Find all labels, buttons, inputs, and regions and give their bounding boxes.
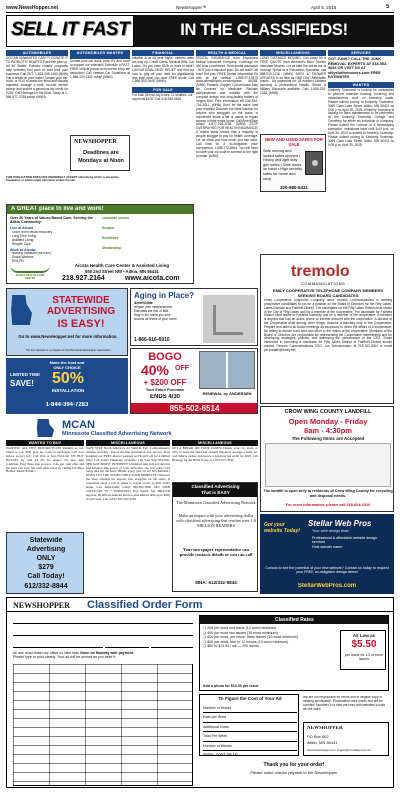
bogo-plus: + $200 OFF: [143, 378, 187, 387]
bogo-ends: ENDS 4/30: [149, 394, 180, 400]
masthead-page: 5: [386, 4, 390, 10]
rate-option[interactable]: ❑ 20¢ per word one issue (10 word minimum): [203, 626, 277, 630]
statewide2-ad: [6, 532, 84, 594]
aicota-values: [102, 217, 192, 251]
stellar-item: Host domain name: [312, 544, 343, 549]
deadlines-brand: NEWSHOPPER: [74, 139, 117, 145]
order-form-header: [7, 598, 394, 612]
aicota-work-list: [12, 252, 92, 264]
aicota-work-item: Social Workers: [12, 254, 34, 259]
order-note-bold: Noon on Monday with payment: [80, 651, 134, 655]
mcan-col-wanted: [6, 440, 84, 530]
cost-line-label: Number of Weeks: [203, 743, 232, 748]
mcan-advertise-body3: Your newspaper representative can provide contacts details or you can call: [179, 547, 253, 558]
aicota-value: Customer Service: [102, 217, 130, 220]
services-body: GOT JUNK? CALL THE JUNK REMOVAL EXPERTS AT 218-553-9654 OR VISIT US AT sillystuffremovers.com FREE ESTIMATES: [328, 57, 388, 80]
bogo-line1: BOGO: [148, 351, 182, 363]
aicota-list-item: Respite Care: [12, 241, 31, 246]
misc-header: MISCELLANEOUS: [260, 50, 326, 56]
tremolo-logo: tremolo: [291, 263, 350, 280]
aicota-logo: [10, 265, 50, 281]
tremolo-notice2: SEEKING BOARD CANDIDATES: [297, 293, 359, 298]
aging-title: Aging in Place?: [134, 291, 195, 300]
statewide-line2: ADVERTISING: [46, 306, 116, 317]
rate-option[interactable]: ❑ 60¢ per word, per issue, three issues (10 word minimum): [203, 635, 298, 640]
statewide2-phone[interactable]: 612/332-8844: [24, 583, 68, 590]
mcan-wanted-body: WANTED: ALL FIVE MOTORCYCLES Running or not. Titled or not. Will pick up. Cash in exchange. Call now before project fall. Call Dan at 612-720-2142 WE BUY HOUSES for cash AS IS! No repairs. No fuss. Any condition. Easy three step process: Call, get cash offer and get paid. Get your fair cash offer today by calling Liz Buys Homes: 844-978-0461: [6, 446, 84, 474]
stellar-item: Professional & affordable website design services: [312, 536, 377, 545]
for-sale-body: For Sale 36 inch log hours, 12 shuttles, cut rag items $100. Call 218-546-6516.: [132, 93, 193, 102]
order-please-mail: Please make checks payable to the NewsHopper: [250, 770, 338, 775]
aging-ad: [130, 288, 258, 346]
low-title: As Low as: [352, 633, 376, 638]
mcan-header: [6, 418, 258, 438]
aicota-list-item: Short Term Rehab/Recovery: [12, 231, 53, 234]
bogo-plus2: Your Entire Purchase: [145, 388, 185, 392]
bogo-ad: [130, 348, 258, 414]
minnesota-icon: [10, 295, 32, 325]
aicota-value: Stewardship: [102, 245, 121, 250]
crow-wing-subtitle: Open Monday - Friday: [288, 417, 368, 426]
mail-addr1: PO Box 602: [307, 734, 329, 739]
publication-notice: THIS PUBLICATION DOES NOT KNOWINGLY ACCEPT advertising which is deceptive, fraudulent, or which might otherwise violate the law.: [6, 176, 120, 183]
order-word-grid[interactable]: [13, 664, 193, 786]
mail-web[interactable]: www.NewsHopper.net • hopper@mnvallaynews.net: [307, 748, 371, 752]
aicota-logo-text: AICOTA HEALTH CARE CENTER: [15, 274, 45, 280]
cost-line-label: Rate per Word: [203, 715, 227, 720]
mcan-advertise-phone[interactable]: MNA: 612/332-8844: [195, 580, 237, 585]
order-field-city[interactable]: [13, 640, 103, 648]
mcan-logo: MCAN: [62, 419, 95, 431]
heat-line3: LIMITED TIME: [10, 372, 40, 377]
order-thanks: Thank you for your order!: [263, 762, 325, 768]
automobiles-header: AUTOMOBILES: [6, 50, 68, 56]
aicota-value: Excellence: [102, 235, 119, 240]
statewide-line3: IS EASY!: [57, 318, 105, 330]
masthead: [6, 4, 394, 13]
heat-line2: ONLY CHOICE: [53, 365, 81, 370]
aging-item: Regain your independence: [134, 306, 173, 309]
stairlift-icon: [203, 295, 255, 343]
aicota-headline: A GREAT place to live and work!: [11, 206, 104, 212]
for-sale-header: FOR SALE: [132, 87, 194, 93]
mcan-misc2-body: GET A BREAK ON YOUR TAXES! Donate your car, truck, or SUV to assist the blind and visually impaired. Arrange a swift, no-cost vehicle pickup and secure a generous tax credit for 2025. Call Heritage for the Blind Today at 1-855-977-7030: [172, 446, 258, 462]
mcan-advertise-body: The Minnesota Classified Advertising Network: [176, 500, 256, 505]
rate-option[interactable]: ❑ 80¢ per word, four to 12 issues (10 word minimum): [203, 639, 289, 644]
mcan-misc1-body: SAFE STEP North America's #1 Walk-In Tub. Comprehensive lifetime warranty. Top-of-the-line installation and service. Now featuring our FREE shower package and $1,600 off for a limited time! Call today! Financing available. Call Safe Step 833-966-3882 GOT BOOST INTERNET! Unlimited talk, text and data for just $25/mo! The power of 3 5G networks, one low price! Call today and get the latest iPhone every year on us! 855-849-6621 DON'T LET THE STAIRS LIMIT YOUR MOBILITY! Discover the ideal solution for anyone who struggles on the stairs, is concerned about a fall or wants to regain access to their entire home. Call AmeriGlide today! 866-852-5906 GET DISH SATELLITE TV + INTERNET! Free install, free HD-DVR upgrade, 80,000 on-demand movies, plus limited time up to $600 in gift cards. Call today! 855-562-4309: [86, 446, 170, 501]
heat-line1: Make the heat and: [49, 360, 85, 365]
aicota-name: Aicota Health Care Center & Assisted Living: [74, 263, 170, 268]
mcan-advertise-box: [172, 482, 258, 592]
safes-phone[interactable]: 320-980-5431: [279, 185, 309, 190]
mcan-advertise-title2: That is EASY: [201, 490, 230, 495]
crow-wing-footer: The landfill is open only to residents of Crow Wing County for recycling and disposal needs.: [263, 489, 393, 498]
tremolo-sub: COMMUNICATIONS: [301, 281, 346, 286]
autos-wanted-body: Donate your car, truck, boat, RV and more to support our veterans! Schedule a FAST, FREE vehicle pickup and receive a top tax deduction! Call Veteran Car Donations at 1-888-429-2331 today! (MNN): [70, 59, 130, 79]
deadlines-line1: Deadlines are: [83, 150, 119, 156]
col-health: [196, 50, 258, 300]
order-field-zip[interactable]: [151, 640, 193, 648]
photo-label: Add a photo for $13.00 per issue: [203, 684, 259, 688]
aging-brand: AmeriGlide: [134, 301, 153, 305]
order-form: [6, 597, 394, 788]
crow-wing-items-title: The Following Items are Accepted: [291, 436, 365, 441]
rates-title: Classified Rates: [275, 617, 314, 623]
rate-option[interactable]: ❑ $50 to $74.99 / wk — 200 words: [203, 644, 259, 649]
mcan-advertise-header: [173, 483, 258, 497]
safes-ad: [260, 134, 326, 192]
tremolo-body: Emily Cooperative Telephone Company d/b/a Tremolo Communications is seeking prospective candidates to run for a position on the Board of Directors for the Fifty Lakes, Lakes Districts and Fairfield District. The candidates for the Fifty Lakes District must reside in the City of Fifty Lakes and be a member of the cooperative. The candidate for Fairfield District must reside in Fairfield Township and be a member of the cooperative. A member is anyone that has an active phone or internet account with the cooperative. A director of the Cooperative shall among other things: Assume a fiduciary duty to the Cooperative; Prepare and attend all Board meetings as necessary to direct the affairs of a cooperative; Be willing to devote such time and effort to the duties of the cooperative. Members of the Board of Directors are responsible for representing the Cooperative membership and for developing strategies, policies, and assessing the performance of the CEO. Those interested in becoming a candidate for Fifty Lakes District or Fairfield District should contact Tremolo Communications CEO, Jon Schoonmaker, at 218-763-3000 or email jon.pretafin@emily.net: [264, 299, 392, 352]
tremolo-ad: [260, 254, 394, 404]
stellar-brand: Stellar Web Pros: [308, 519, 372, 528]
order-note-text: All ads must reach our office no later than: [13, 651, 80, 655]
aicota-list: [12, 231, 92, 247]
aging-item: Access all levels of your home: [134, 316, 177, 321]
rates-title-bar: [200, 616, 389, 624]
banner-left: [6, 15, 134, 47]
services-header: SERVICES: [328, 50, 394, 56]
deadlines-line2: Mondays at Noon: [78, 158, 124, 164]
bogo-phone-bar: [131, 403, 258, 414]
order-note: [13, 651, 193, 660]
health-body: DENTAL INSURANCE from Physicians Mutual Insurance Company. Coverage for 400 plus procedures. Real dental insurance - NOT just a discount plan. Do not wait! Call now! Get your FREE Dental Information Kit with all the details! 1-855-973-9175 www.dental50plus.com/nmpress #6258. (MNN) Portable Oxygen Concentrator May Be Covered by Medicare! Reclaim independence and mobility with the compact design and long-lasting battery of Inogen One. Free information kit! Call 844-716-2411. (MNN) Don't let the stairs limit your mobility! Discover the ideal solution for anyone who struggles on the stairs, is concerned about a fall or wants to regain access to their entire home. Call AmeriGlide today! 1-877-916-3765. (MNN) STOP OVERPAYING FOR HEALTH INSURANCE! A recent study shows that a majority of people struggle to pay for health coverage. Let us show you how much you can save. Call Now for a no-obligation price comparison. 1-888-772-8454. You will need to have your zip code to connect to the right provider. (MNN): [196, 56, 258, 158]
statewide-line1: STATEWIDE: [52, 295, 110, 306]
bogo-brand: RENEWAL by ANDERSEN: [202, 391, 252, 396]
aging-phone[interactable]: 1-866-616-6910: [134, 337, 170, 343]
mcan-col-misc1: [86, 440, 170, 590]
aicota-ad: [6, 204, 194, 284]
banner-right: [134, 15, 394, 47]
minnesota-outline-icon: [36, 419, 54, 437]
safes-title: NEW AND USED SAFES FOR SALE: [265, 137, 323, 147]
safe-icon: [305, 151, 323, 175]
aicota-tagline: Over 50 Years of Values Based Care, Serving the Aitkin Community:: [10, 216, 93, 225]
aicota-list-item: Long Term Living: [12, 233, 37, 238]
order-form-title: Classified Order Form: [87, 599, 203, 611]
misc-body: LONG DISTANCE MOVING: Call today for a FREE QUOTE from America's Most Trusted Interstate Movers. Let us take the stress out of moving! Speak to a Relocation Specialist, call 888-515-1216. (MNN) BATH & SHOWER UPDATES in as little as ONE DAY! Affordable prices - No payments for 18 months! Lifetime warranty & professional installs. Senior & Military Discounts available. Call: 1-855-239-1330. (MNN): [260, 56, 326, 96]
crow-wing-more[interactable]: For more information, please call 218-824-1010: [285, 503, 371, 507]
mail-brand: NEWSHOPPER: [307, 726, 343, 731]
cost-line[interactable]: [203, 742, 297, 751]
rate-option[interactable]: ❑ 40¢ per word two issues (10 word minimum): [203, 630, 278, 635]
statewide2-price: $279: [38, 564, 54, 571]
cost-line[interactable]: [203, 713, 297, 722]
stellar-tagline: Your web design team: [312, 529, 350, 533]
cost-line-label: Total Per Week: [203, 734, 228, 739]
statewide2-line4: Call Today!: [27, 573, 65, 580]
aicota-web[interactable]: www.aicota.com: [125, 275, 180, 282]
fineprint: We are not responsible for errors due to illegible copy or missing punctuation. Punctuation uses words and will be counted. Numbers in a date are read with websites counts as one word.: [303, 696, 386, 711]
cost-line[interactable]: [203, 704, 297, 713]
wanted-body: Kimberly Townsend is looking for contractors to perform roadside mowing, brushing and miscellaneous work on township roads. Please submit pricing to Kimberly Townsend, 3069 Clark Lake Street, Aitkin, MN 56431 by 5:00 p.m. April 30, 2025. Kimberly Township is looking for lawn maintenance to be performed at the Kimberly Township Garage and Cemetery by either an individual or company. Please submit the License or a landscaping contractor. Individuals have until 5:00 p.m. on April 30, 2025 to submit to Kimberly Township. Please submit pricing to Kimberly Township, 3069 Clark Lake Street, Aitkin, MN 56431 by 5:00 p.m. April 30, 2025.: [328, 87, 394, 147]
order-note-text2: Please type or print clearly. Your ad will be printed as you write it.: [13, 655, 117, 660]
cost-line[interactable]: [203, 751, 297, 756]
cost-line-label: TOTAL COST OF AD: [203, 753, 238, 756]
stellar-web[interactable]: StellarWebPros.com: [297, 583, 357, 589]
aging-list: [134, 306, 196, 322]
cost-line-label: Additional Costs: [203, 724, 229, 729]
heat-ad: [6, 358, 128, 414]
stellar-cta: Curious to see the potential of your new website? Contact us today to request your FREE no-obligation design demo!: [265, 566, 389, 575]
bogo-phone[interactable]: 855-502-6514: [169, 404, 220, 413]
mail-box: [303, 722, 389, 756]
low-sub: per issue for 13 or more issues: [344, 653, 384, 662]
safes-body: Safe moving and locked safes opened • Heavy and light duty gun safes • Safe doors on hand • High security safes for home and shop: [263, 149, 303, 181]
banner-sell-text: SELL IT FAST: [11, 19, 130, 40]
aicota-headline-bar: [7, 205, 194, 214]
aicota-list-item: Assisted Living: [12, 237, 34, 242]
mcan-title: Minnesota Classified Advertising Network: [62, 431, 172, 437]
statewide-ad: [6, 288, 128, 356]
col-misc: [260, 50, 326, 250]
statewide2-line3: ONLY: [36, 555, 56, 562]
masthead-date: April 5, 2015: [311, 5, 337, 10]
cost-line[interactable]: [203, 732, 297, 741]
stellar-ad: [260, 514, 394, 594]
aicota-list-title: Live at Aicota: [10, 226, 34, 230]
mcan-advertise-body2: Make an impact with your advertising dollar with classified advertising that reaches over 1.6 MILLION READERS: [176, 513, 256, 528]
tremolo-notice1: EMILY COOPERATIVE TELEPHONE COMPANY MEMBERS: [272, 288, 383, 293]
mcan-col-misc2: [172, 440, 258, 480]
aging-item: Stay in the home you love: [134, 312, 171, 317]
order-field-state[interactable]: [105, 640, 149, 648]
wanted-header: WANTED: [328, 82, 394, 88]
cost-title: To Figure the Cost of Your Ad: [218, 696, 282, 701]
stellar-got-site: Got your website Today!: [264, 522, 300, 534]
order-field-address[interactable]: [13, 628, 193, 636]
crow-wing-title: CROW WING COUNTY LANDFILL: [284, 409, 372, 415]
col-financial: [132, 50, 194, 200]
autos-wanted-header: AUTOMOBILES WANTED: [70, 50, 130, 59]
statewide2-line1: Statewide: [29, 537, 63, 544]
deadlines-box: [70, 135, 130, 171]
low-price-badge: [340, 630, 386, 670]
aicota-work-item: Nursing Assistant (we train): [12, 252, 51, 255]
statewide2-line2: Advertising: [26, 546, 66, 553]
cost-line-label: Number of Words: [203, 706, 232, 710]
financial-body: Inflation is at 40 year highs. Interest rates are way up. Credit Cards. Medical Bills. Car Loans. Do you have $10k or more in debt? Call NATIONAL DEBT RELIEF and find out how to pay off your debt for significantly less than what you owe! FREE quote: Call 1-866-552-0649. (MNN): [132, 56, 194, 84]
order-field-name[interactable]: [13, 616, 193, 624]
health-header: HEALTH & MEDICAL: [196, 50, 258, 56]
crow-wing-hours: 8am - 4:30pm: [304, 426, 352, 435]
cost-line[interactable]: [203, 723, 297, 732]
mcan-advertise-title: Classified Advertising: [191, 484, 240, 489]
heat-phone[interactable]: 1-844-394-7283: [45, 402, 89, 408]
low-price: $5.50: [351, 639, 377, 650]
order-form-brand: NEWSHOPPER: [13, 601, 70, 610]
financial-header: FINANCIAL: [132, 50, 194, 56]
aicota-value: Respect: [102, 225, 115, 230]
stellar-items: [312, 536, 390, 549]
aicota-work-item: RN/LPN: [12, 258, 24, 263]
rates-box: [199, 615, 389, 691]
statewide-url[interactable]: Go to www.NewsHopper.net for more information.: [18, 334, 118, 339]
heat-pct: 50%: [52, 370, 85, 387]
masthead-website[interactable]: www.NewsHopper.net: [6, 5, 59, 11]
aicota-address: 850 2nd Street NW • Aitkin, MN 56431: [85, 269, 159, 274]
banner: [6, 15, 394, 47]
window-image: [199, 351, 255, 389]
aicota-work-title: Work at Aicota:: [10, 248, 37, 252]
bogo-line2: 40%: [140, 362, 170, 378]
statewide-sub: The 2x2 Network is a program of the Minnesota Newspaper Association: [25, 349, 111, 352]
aicota-phone[interactable]: 218.927.2164: [62, 275, 105, 282]
crow-wing-items-box: [265, 443, 391, 487]
heat-save: SAVE!: [10, 379, 34, 388]
banner-classifieds-text: IN THE CLASSIFIEDS!: [180, 21, 348, 39]
mcan-wanted-header: WANTED TO BUY: [6, 440, 84, 446]
crow-wing-ad: [260, 406, 394, 512]
aging-item: Eliminate the risk of falls: [134, 308, 169, 313]
mail-addr2: Aitkin, MN 56431: [307, 740, 338, 745]
cost-lines: [203, 704, 297, 756]
heat-install: INSTALLATION: [52, 388, 85, 393]
masthead-paper: NewsHopper™: [176, 5, 207, 10]
col-services: [328, 50, 394, 250]
mcan-misc2-header: MISCELLANEOUS: [172, 440, 258, 446]
cost-box: [199, 694, 299, 756]
aicota-logo-icon: [10, 265, 50, 273]
automobiles-body: GOT AN UNWANTED CAR??? DONATE IT TO PATRIOTIC HEARTS. Fast free pick up. All 50 States. Patriotic Hearts' programs help veterans find work or start their own business. Call 24/7: 1-833-485-1460 (MNN) Get a break on your taxes! Donate your car, truck, or SUV to assist the blind and visually impaired. Arrange a swift, no-cost vehicle pickup and secure a generous tax credit for 2025. Call Heritage for the Blind Today at 1-866-977-7038 today! (MNN): [6, 56, 68, 100]
bogo-line3: OFF: [175, 365, 189, 372]
mcan-misc1-header: MISCELLANEOUS: [86, 440, 170, 446]
